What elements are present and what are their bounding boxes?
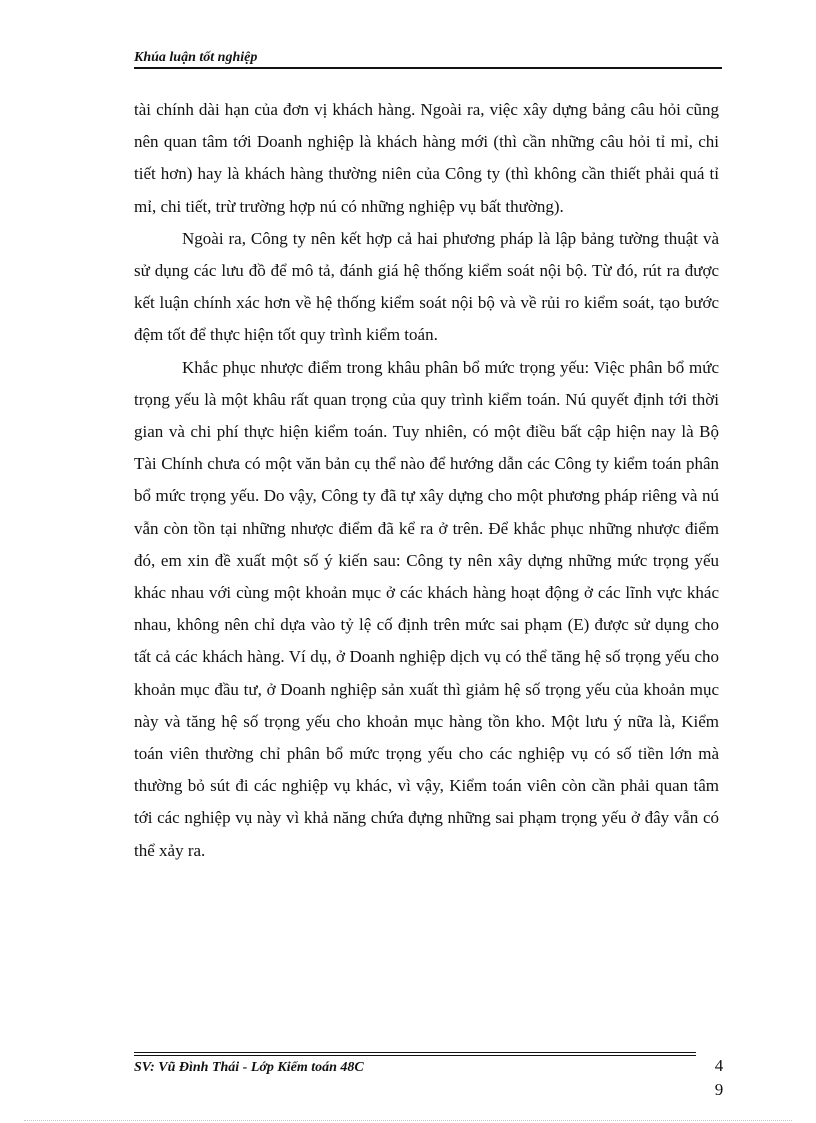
paragraph-3: Khắc phục nhược điểm trong khâu phân bổ mức trọng yếu: Việc phân bổ mức trọng yếu là một khâu rất quan trọng của quy trình kiểm toán. Nú quyết định tới thời gian và chi phí thực hiện kiểm toán. Tuy nhiên, có một điều bất cập hiện nay là Bộ Tài Chính chưa có một văn bản cụ thể nào để hướng dẫn các Công ty kiểm toán phân bổ mức trọng yếu. Do vậy, Công ty đã tự xây dựng cho một phương pháp riêng và nú vẫn còn tồn tại những nhược điểm đã kể ra ở trên. Để khắc phục những nhược điểm đó, em xin đề xuất một số ý kiến sau: Công ty nên xây dựng những mức trọng yếu khác nhau với cùng một khoản mục ở các khách hàng hoạt động ở các lĩnh vực khác nhau, không nên chỉ dựa vào tỷ lệ cố định trên mức sai phạm (E) được sử dụng cho tất cả các khách hàng. Ví dụ, ở Doanh nghiệp dịch vụ có thể tăng hệ số trọng yếu cho khoản mục đầu tư, ở Doanh nghiệp sản xuất thì giảm hệ số trọng yếu của khoản mục này và tăng hệ số trọng yếu cho khoản mục hàng tồn kho. Một lưu ý nữa là, Kiểm toán viên thường chỉ phân bổ mức trọng yếu cho các nghiệp vụ có số tiền lớn mà thường bỏ sút đi các nghiệp vụ khác, vì vậy, Kiểm toán viên còn cần phải quan tâm tới các nghiệp vụ này vì khả năng chứa đựng những sai phạm trọng yếu ở đây vẫn có thể xảy ra. [134, 357, 719, 860]
paragraph-2: Ngoài ra, Công ty nên kết hợp cả hai phương pháp là lập bảng tường thuật và sử dụng các lưu đồ để mô tả, đánh giá hệ thống kiểm soát nội bộ. Từ đó, rút ra được kết luận chính xác hơn về hệ thống kiểm soát nội bộ và về rủi ro kiểm soát, tạo bước đệm tốt để thực hiện tốt quy trình kiểm toán. [134, 228, 719, 345]
paragraph-1: tài chính dài hạn của đơn vị khách hàng. Ngoài ra, việc xây dựng bảng câu hỏi cũng nên quan tâm tới Doanh nghiệp là khách hàng mới (thì cần những câu hỏi tỉ mỉ, chi tiết hơn) hay là khách hàng thường niên của Công ty (thì không cần thiết phải quá tỉ mỉ, chi tiết, trừ trường hợp nú có những nghiệp vụ bất thường). [134, 100, 719, 216]
page-number-digit-2: 9 [714, 1080, 724, 1099]
page-number [712, 1054, 726, 1102]
page-header-title: Khúa luận tốt nghiệp [134, 50, 722, 69]
page-edge-dotted-line [24, 1120, 792, 1121]
page-number-digit-1: 4 [714, 1056, 724, 1075]
footer-student-info: SV: Vũ Đình Thái - Lớp Kiểm toán 48C [134, 1060, 364, 1075]
body-text [134, 94, 719, 867]
footer-divider [134, 1052, 696, 1056]
